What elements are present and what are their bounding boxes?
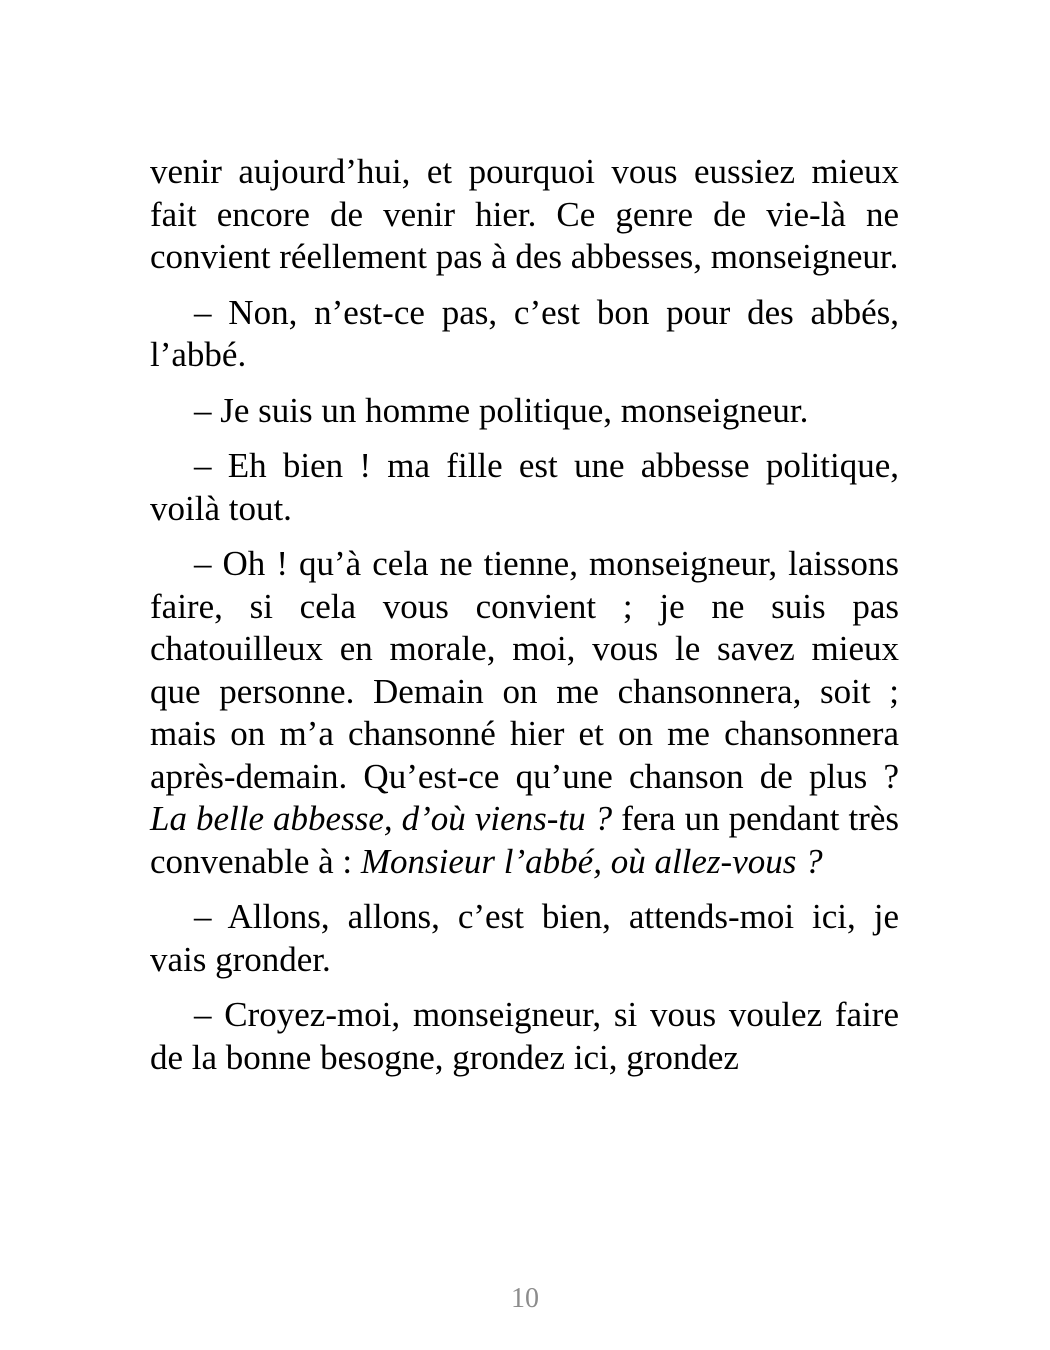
page-body (150, 151, 899, 1092)
paragraph (150, 994, 899, 1079)
page-number: 10 (511, 1283, 539, 1314)
paragraph-text: fera un pendant très convenable à : (150, 799, 899, 881)
paragraph (150, 896, 899, 981)
paragraph-text: – Non, n’est-ce pas, c’est bon pour des abbés, l’abbé. (150, 292, 899, 374)
paragraph-text: – Oh ! qu’à cela ne tienne, monseigneur, laissons faire, si cela vous convient ; je ne suis pas chatouilleux en morale, moi, vous le savez mieux que personne. Demain on me chansonnera, soit ; mais on m’a chansonné hier et on me chansonnera après-demain. Qu’est-ce qu’une chanson de plus ? (150, 544, 899, 796)
paragraph-text: venir aujourd’hui, et pourquoi vous eussiez mieux fait encore de venir hier. Ce genre de vie-là ne convient réellement pas à des abbesses, monseigneur. (150, 152, 899, 276)
paragraph (150, 151, 899, 279)
paragraph (150, 445, 899, 530)
paragraph-text: – Eh bien ! ma fille est une abbesse politique, voilà tout. (150, 446, 899, 528)
italic-song-title: Monsieur l’abbé, où allez-vous ? (360, 841, 823, 881)
paragraph-text: – Allons, allons, c’est bien, attends-moi ici, je vais gronder. (150, 897, 899, 979)
paragraph (150, 292, 899, 377)
paragraph (150, 390, 899, 433)
paragraph (150, 543, 899, 883)
paragraph-text: – Croyez-moi, monseigneur, si vous voulez faire de la bonne besogne, grondez ici, grondez (150, 995, 899, 1077)
italic-song-title: La belle abbesse, d’où viens-tu ? (150, 799, 613, 838)
paragraph-text: – Je suis un homme politique, monseigneur. (194, 390, 809, 430)
